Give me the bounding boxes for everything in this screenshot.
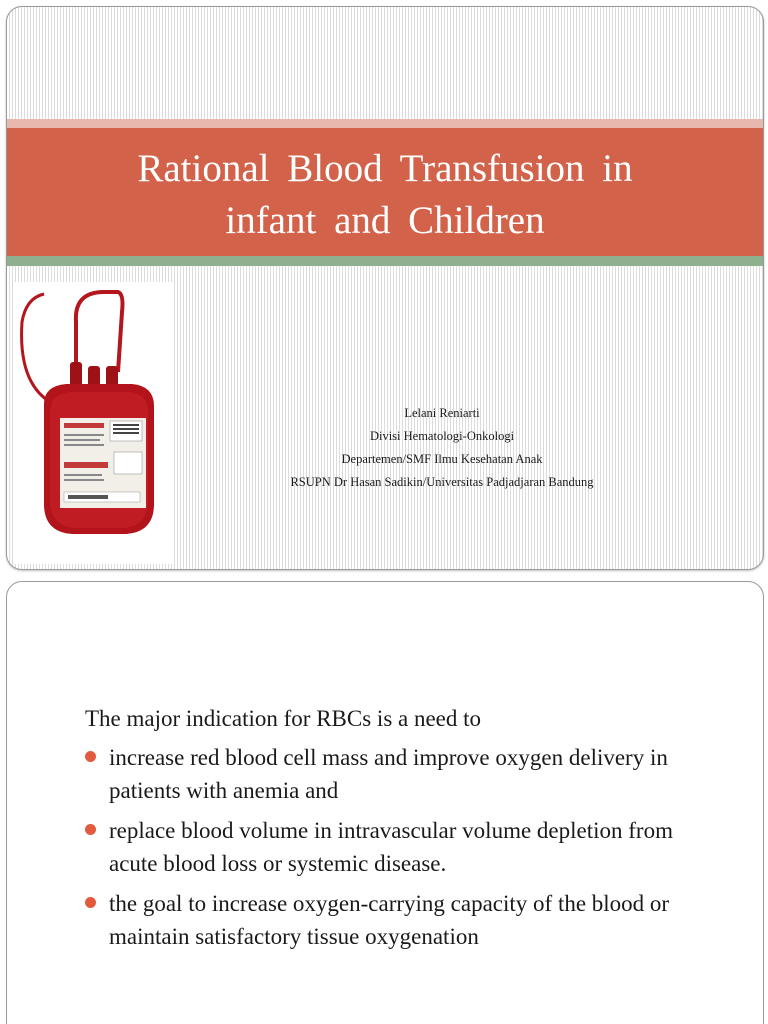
title-top-stripe: [7, 119, 763, 128]
author-block: [207, 402, 677, 494]
bullet-icon: [85, 897, 96, 908]
blood-bag-icon: [14, 282, 174, 564]
author-name: Lelani Reniarti: [404, 406, 480, 420]
blood-bag-image: [14, 282, 174, 564]
bullet-text: increase red blood cell mass and improve oxygen delivery in patients with anemia and: [109, 745, 668, 803]
slide-content: [85, 702, 725, 960]
bullet-item: [85, 814, 725, 880]
slide-title-line-1: Rational Blood Transfusion in: [137, 147, 633, 190]
bullet-text: the goal to increase oxygen-carrying capacity of the blood or maintain satisfactory tissue oxygenation: [109, 891, 670, 949]
bullet-icon: [85, 824, 96, 835]
content-slide: [6, 581, 764, 1024]
bullet-list: [85, 741, 725, 953]
bullet-text: replace blood volume in intravascular volume depletion from acute blood loss or systemic disease.: [109, 818, 673, 876]
slide-title-line-2: infant and Children: [225, 199, 545, 242]
lead-text: The major indication for RBCs is a need to: [85, 706, 482, 731]
bullet-item: [85, 887, 725, 953]
author-division: Divisi Hematologi-Onkologi: [369, 429, 515, 443]
author-institution: RSUPN Dr Hasan Sadikin/Universitas Padjadjaran Bandung: [290, 475, 594, 489]
title-slide: [6, 6, 764, 570]
bullet-item: [85, 741, 725, 807]
title-bottom-stripe: [7, 256, 763, 266]
author-department: Departemen/SMF Ilmu Kesehatan Anak: [341, 452, 543, 466]
bullet-icon: [85, 751, 96, 762]
slide-title: [7, 143, 763, 247]
